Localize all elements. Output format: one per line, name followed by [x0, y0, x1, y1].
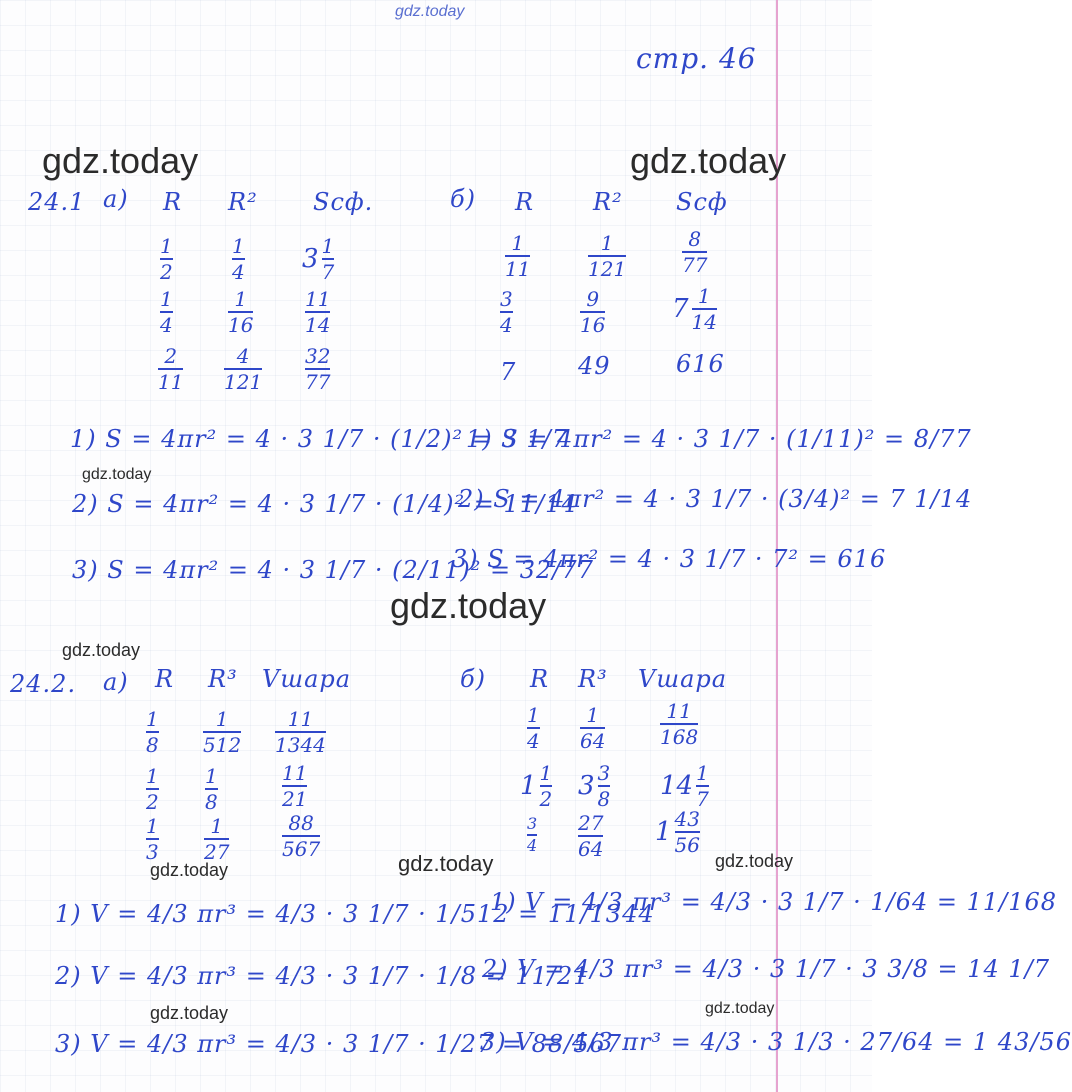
cell-s: 3 $\frac{1}{7}$	[302, 234, 335, 284]
part-label: б)	[450, 185, 477, 213]
cell-r: 1 8	[146, 707, 159, 757]
cell-v: 1 $\frac{43}{56}$	[655, 807, 700, 857]
header-r: R	[163, 188, 183, 216]
cell-r: 1 3	[146, 814, 159, 864]
part-label: б)	[460, 665, 487, 693]
cell-r2: 1 4	[232, 234, 245, 284]
watermark: gdz.today	[398, 851, 494, 876]
cell-r2: 1 16	[228, 287, 254, 337]
cell-r: 2 11	[158, 344, 184, 394]
solution-line: 1) S = 4πr² = 4 · 3 1/7 · (1/2)² = 3 1/7	[70, 425, 569, 453]
solution-line: 3) S = 4πr² = 4 · 3 1/7 · 7² = 616	[452, 545, 887, 573]
header-s: Sсф	[676, 188, 728, 216]
cell-r3: 27 64	[578, 811, 604, 861]
cell-r2: 9 16	[580, 287, 606, 337]
solution-line: 3) V = 4/3 πr³ = 4/3 · 3 1/7 · 1/27 = 88/567	[55, 1030, 623, 1058]
solution-line: 2) S = 4πr² = 4 · 3 1/7 · (1/4)² = 11/14	[72, 490, 578, 518]
solution-line: 1) V = 4/3 πr³ = 4/3 · 3 1/7 · 1/64 = 11/168	[490, 888, 1058, 916]
solution-line: 1) S = 4πr² = 4 · 3 1/7 · (1/11)² = 8/77	[466, 425, 972, 453]
header-v: Vшара	[262, 665, 352, 693]
cell-s: 7 $\frac{1}{14}$	[672, 284, 717, 334]
cell-s: 32 77	[305, 344, 331, 394]
cell-v: 14 $\frac{1}{7}$	[660, 761, 709, 811]
watermark: gdz.today	[150, 860, 229, 880]
cell-r3: 1 512	[203, 707, 242, 757]
watermark: gdz.today	[150, 1003, 229, 1023]
solution-line: 2) V = 4/3 πr³ = 4/3 · 3 1/7 · 3 3/8 = 14 1/7	[482, 955, 1051, 983]
cell-r3: 1 27	[204, 814, 230, 864]
solution-line: 3) S = 4πr² = 4 · 3 1/7 · (2/11)² = 32/77	[72, 556, 594, 584]
cell-v: 11 21	[282, 761, 308, 811]
cell-r3: 1 64	[580, 703, 606, 753]
header-r2: R²	[228, 188, 258, 216]
header-r: R	[515, 188, 535, 216]
cell-v: 11 1344	[275, 707, 326, 757]
page-label: стр. 46	[636, 42, 757, 75]
cell-r: 1 $\frac{1}{2}$	[520, 761, 553, 811]
header-r: R	[155, 665, 175, 693]
watermark: gdz.today	[390, 585, 547, 626]
part-label: а)	[103, 185, 129, 213]
header-r3: R³	[208, 665, 238, 693]
watermark: gdz.today	[62, 640, 141, 660]
part-label: а)	[103, 668, 129, 696]
problem-number: 24.2.	[10, 670, 77, 698]
problem-number: 24.1	[28, 188, 86, 216]
watermark: gdz.today	[715, 851, 794, 871]
cell-r2: 49	[578, 352, 611, 380]
solution-line: 2) V = 4/3 πr³ = 4/3 · 3 1/7 · 1/8 = 11/21	[55, 962, 590, 990]
cell-s: 11 14	[305, 287, 331, 337]
cell-r: 1 4	[160, 287, 173, 337]
header-r3: R³	[578, 665, 608, 693]
solution-line: 3) V = 4/3 πr³ = 4/3 · 3 1/3 · 27/64 = 1 43/56	[480, 1028, 1072, 1056]
cell-r2: 4 121	[224, 344, 263, 394]
cell-v: 11 168	[660, 699, 699, 749]
watermark: gdz.today	[42, 140, 199, 181]
solution-line: 2) S = 4πr² = 4 · 3 1/7 · (3/4)² = 7 1/14	[458, 485, 973, 513]
cell-r: 1 2	[146, 764, 159, 814]
cell-r2: 1 121	[588, 231, 627, 281]
cell-v: 88 567	[282, 811, 321, 861]
cell-r: 3 4	[500, 287, 513, 337]
cell-r: 1 2	[160, 234, 173, 284]
watermark: gdz.today	[630, 140, 787, 181]
cell-s: 616	[676, 350, 725, 378]
watermark: gdz.today	[82, 466, 152, 483]
header-v: Vшара	[638, 665, 728, 693]
header-r2: R²	[593, 188, 623, 216]
cell-r: 3 4	[527, 814, 538, 855]
watermark-top: gdz.today	[395, 3, 465, 20]
cell-r3: 3 $\frac{3}{8}$	[578, 761, 611, 811]
cell-r: 7	[500, 358, 517, 386]
header-s: Sсф.	[313, 188, 374, 216]
cell-s: 8 77	[682, 227, 708, 277]
header-r: R	[530, 665, 550, 693]
cell-r3: 1 8	[205, 764, 218, 814]
solution-line: 1) V = 4/3 πr³ = 4/3 · 3 1/7 · 1/512 = 11/1344	[55, 900, 655, 928]
cell-r: 1 11	[505, 231, 531, 281]
cell-r: 1 4	[527, 703, 540, 753]
watermark: gdz.today	[705, 1000, 775, 1017]
